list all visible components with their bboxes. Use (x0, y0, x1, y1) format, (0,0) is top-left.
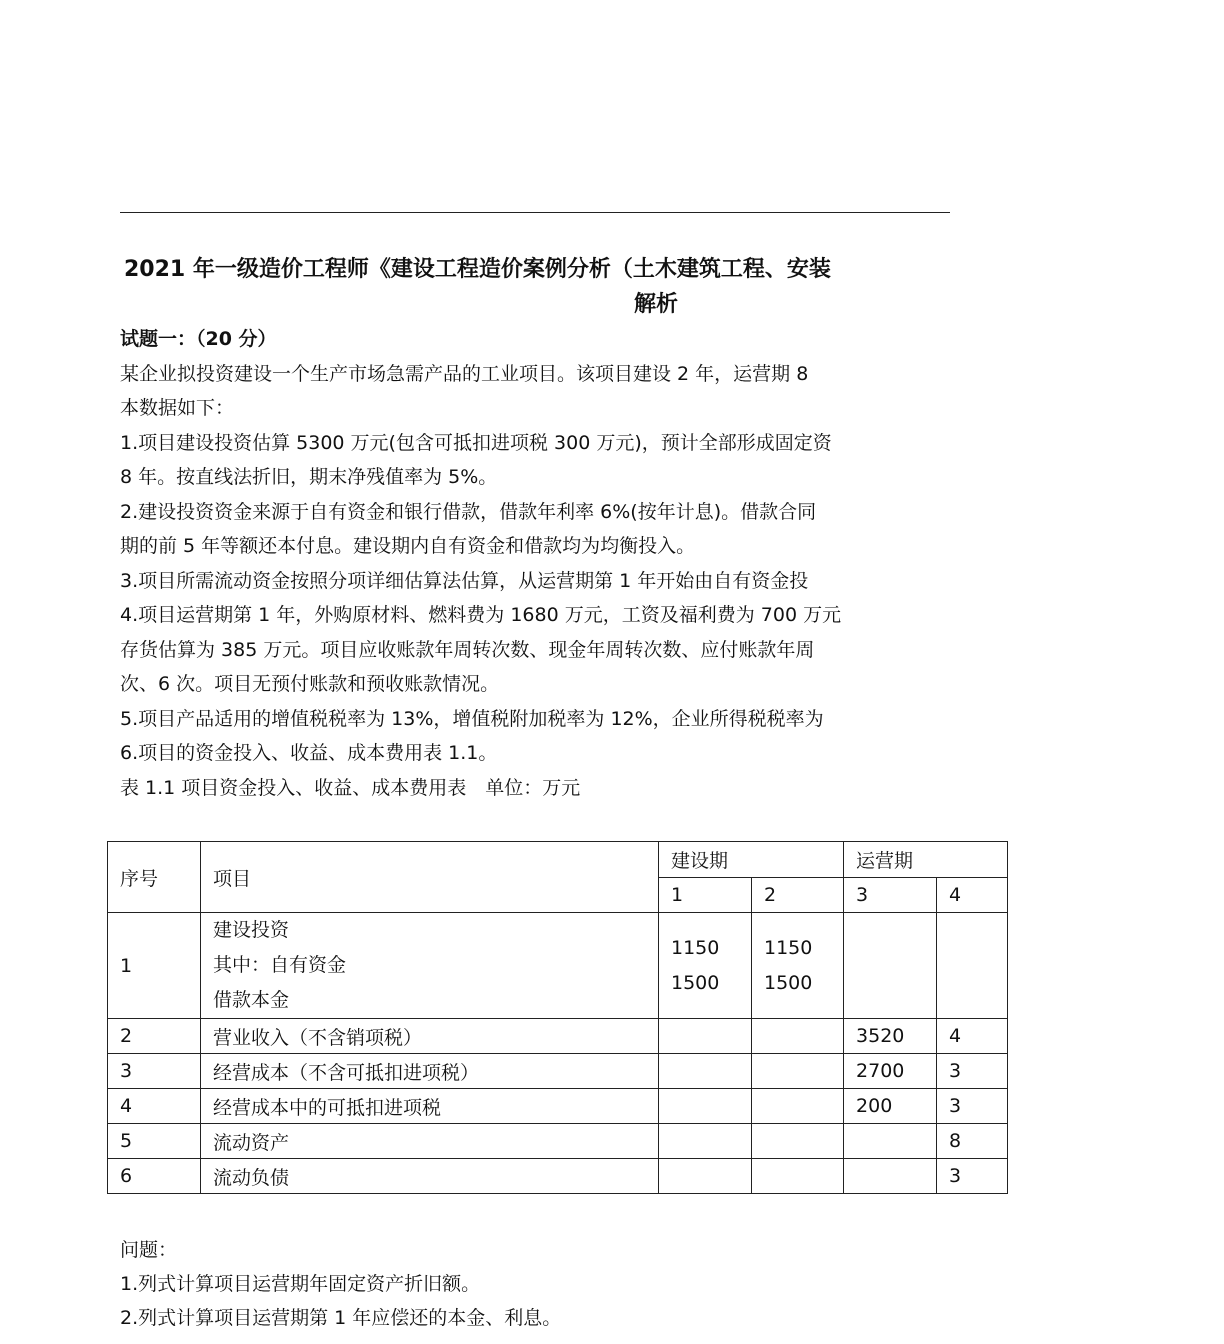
cell-year2 (752, 1124, 844, 1159)
cell-year4: 3 (937, 1159, 1008, 1194)
cell-value: 1500 (671, 971, 720, 994)
header-item: 项目 (201, 842, 659, 913)
cell-value: 1150 (671, 936, 720, 959)
cell-year4: 4 (937, 1019, 1008, 1054)
cell-seq: 1 (108, 913, 201, 1019)
table-row (108, 1089, 1008, 1124)
cell-item: 经营成本中的可抵扣进项税 (201, 1089, 659, 1124)
cell-year4: 3 (937, 1089, 1008, 1124)
paragraph-line: 5.项目产品适用的增值税税率为 13%，增值税附加税率为 12%，企业所得税税率为 (120, 707, 824, 730)
cell-item-line: 建设投资 (213, 919, 290, 941)
table-row (108, 1019, 1008, 1054)
cell-year1 (659, 913, 752, 1019)
cell-item: 经营成本（不含可抵扣进项税） (201, 1054, 659, 1089)
cell-seq: 5 (108, 1124, 201, 1159)
cell-item: 营业收入（不含销项税） (201, 1019, 659, 1054)
cell-item-line: 借款本金 (213, 989, 290, 1011)
cell-year4: 8 (937, 1124, 1008, 1159)
paragraph-line: 期的前 5 年等额还本付息。建设期内自有资金和借款均为均衡投入。 (120, 535, 696, 557)
cell-year1 (659, 1054, 752, 1089)
paragraph-line: 3.项目所需流动资金按照分项详细估算法估算，从运营期第 1 年开始由自有资金投 (120, 569, 809, 592)
cell-year2 (752, 913, 844, 1019)
cell-year1 (659, 1019, 752, 1054)
cell-year3 (844, 913, 937, 1019)
header-year: 3 (844, 878, 937, 913)
paragraph-line: 6.项目的资金投入、收益、成本费用表 1.1。 (120, 742, 498, 764)
question-item: 2.列式计算项目运营期第 1 年应偿还的本金、利息。 (120, 1307, 562, 1329)
cell-seq: 3 (108, 1054, 201, 1089)
document-title-continued: 解析 (634, 292, 679, 317)
document-title: 2021 年一级造价工程师《建设工程造价案例分析（土木建筑工程、安装 (124, 257, 831, 282)
cell-year2 (752, 1159, 844, 1194)
paragraph-line: 2.建设投资资金来源于自有资金和银行借款，借款年利率 6%(按年计息)。借款合同 (120, 500, 817, 523)
paragraph-line: 1.项目建设投资估算 5300 万元(包含可抵扣进项税 300 万元)，预计全部形成固定资 (120, 431, 832, 454)
paragraph-line: 8 年。按直线法折旧，期末净残值率为 5%。 (120, 466, 498, 488)
cell-year1 (659, 1124, 752, 1159)
cell-year4: 3 (937, 1054, 1008, 1089)
paragraph-line: 本数据如下： (120, 397, 235, 419)
cell-year2 (752, 1089, 844, 1124)
cell-item (201, 913, 659, 1019)
cell-year3: 3520 (844, 1019, 937, 1054)
cell-year2 (752, 1019, 844, 1054)
paragraph-line: 存货估算为 385 万元。项目应收账款年周转次数、现金年周转次数、应付账款年周 (120, 638, 815, 661)
table-header-row (108, 842, 1008, 878)
table-row (108, 1124, 1008, 1159)
header-build-period: 建设期 (659, 842, 844, 878)
cell-seq: 4 (108, 1089, 201, 1124)
questions-section (120, 1233, 561, 1335)
cell-year1 (659, 1089, 752, 1124)
questions-heading: 问题： (120, 1239, 178, 1261)
cell-year3: 2700 (844, 1054, 937, 1089)
paragraph-line: 某企业拟投资建设一个生产市场急需产品的工业项目。该项目建设 2 年，运营期 8 (120, 362, 809, 385)
cell-seq: 2 (108, 1019, 201, 1054)
section-heading: 试题一：（20 分） (120, 328, 277, 350)
header-rule (120, 212, 950, 213)
header-seq: 序号 (108, 842, 201, 913)
paragraph-line: 4.项目运营期第 1 年，外购原材料、燃料费为 1680 万元，工资及福利费为 700 万元 (120, 604, 842, 626)
cell-item-line: 其中：自有资金 (213, 954, 347, 976)
paragraph-line: 次、6 次。项目无预付账款和预收账款情况。 (120, 673, 500, 695)
question-item: 1.列式计算项目运营期年固定资产折旧额。 (120, 1273, 481, 1295)
cost-table (107, 841, 1008, 1194)
cell-value: 1500 (764, 971, 813, 994)
cell-year4 (937, 913, 1008, 1019)
table-caption: 表 1.1 项目资金投入、收益、成本费用表 单位：万元 (120, 776, 581, 799)
table-row (108, 1159, 1008, 1194)
cell-year3 (844, 1159, 937, 1194)
table-row (108, 1054, 1008, 1089)
cell-value: 1150 (764, 936, 813, 959)
header-year: 4 (937, 878, 1008, 913)
header-operate-period: 运营期 (844, 842, 1008, 878)
cell-item: 流动负债 (201, 1159, 659, 1194)
cell-seq: 6 (108, 1159, 201, 1194)
question-body (120, 322, 841, 805)
header-year: 1 (659, 878, 752, 913)
header-year: 2 (752, 878, 844, 913)
cell-year2 (752, 1054, 844, 1089)
cell-year3 (844, 1124, 937, 1159)
table-row (108, 913, 1008, 1019)
cell-year3: 200 (844, 1089, 937, 1124)
cell-item: 流动资产 (201, 1124, 659, 1159)
cell-year1 (659, 1159, 752, 1194)
